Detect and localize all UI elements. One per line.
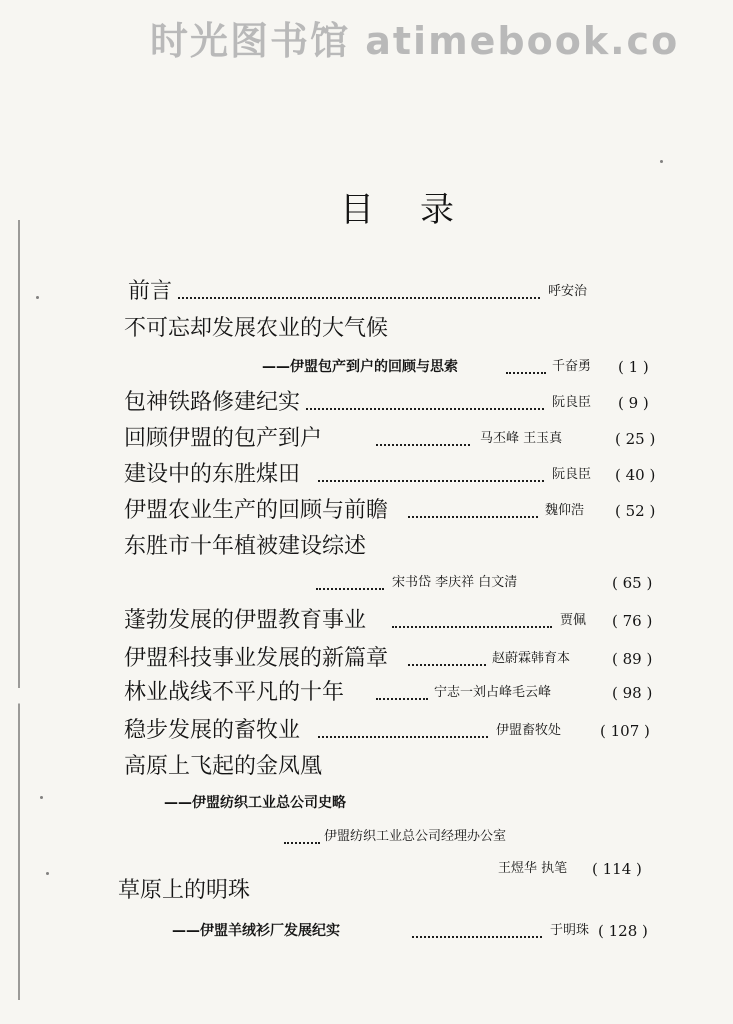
entry-author: 王煜华 执笔 [498, 861, 568, 876]
entry-page: ( 52 ) [615, 502, 656, 520]
toc-entry [0, 386, 733, 420]
leader-dots [318, 736, 488, 738]
entry-title: 回顾伊盟的包产到户 [124, 426, 323, 451]
entry-author: 赵蔚霖韩育本 [492, 651, 571, 666]
entry-author: 于明珠 [550, 923, 590, 938]
entry-author: 阮良臣 [552, 467, 592, 482]
toc-entry [0, 494, 733, 528]
scan-speck [660, 160, 663, 163]
entry-author: 千奋勇 [552, 359, 592, 374]
entry-title: 建设中的东胜煤田 [124, 462, 301, 487]
entry-author: 阮良臣 [552, 395, 592, 410]
entry-title: 不可忘却发展农业的大气候 [124, 316, 389, 341]
leader-dots [178, 297, 540, 299]
entry-page: ( 25 ) [615, 430, 656, 448]
entry-title: 东胜市十年植被建设综述 [124, 534, 367, 559]
leader-dots [376, 698, 428, 700]
toc-entry [0, 350, 733, 384]
toc-entry [0, 312, 733, 346]
entry-title: 伊盟科技事业发展的新篇章 [124, 646, 389, 671]
entry-author: 伊盟纺织工业总公司经理办公室 [324, 829, 507, 844]
entry-author: 马丕峰 王玉真 [480, 431, 563, 446]
entry-page: ( 1 ) [618, 358, 649, 376]
toc-entry [0, 750, 733, 784]
leader-dots [318, 480, 544, 482]
entry-page: ( 40 ) [615, 466, 656, 484]
entry-subtitle: ——伊盟羊绒衫厂发展纪实 [172, 923, 340, 939]
entry-subtitle: ——伊盟纺织工业总公司史略 [164, 795, 346, 811]
entry-author: 宋书岱 李庆祥 白文清 [392, 575, 518, 590]
toc-entry [0, 874, 733, 908]
watermark-text: 时光图书馆 atimebook.co [150, 19, 680, 63]
page-title: 目录 [340, 190, 500, 230]
entry-page: ( 98 ) [612, 684, 653, 702]
toc-entry [0, 714, 733, 748]
entry-page: ( 65 ) [612, 574, 653, 592]
scan-speck [40, 796, 43, 799]
entry-page: ( 107 ) [600, 722, 650, 740]
entry-author: 贾佩 [560, 613, 587, 628]
leader-dots [506, 372, 546, 374]
leader-dots [408, 516, 538, 518]
entry-page: ( 76 ) [612, 612, 653, 630]
entry-title: 草原上的明珠 [118, 878, 251, 903]
entry-subtitle: ——伊盟包产到户的回顾与思索 [262, 359, 458, 375]
toc-entry [0, 642, 733, 676]
entry-title: 蓬勃发展的伊盟教育事业 [124, 608, 367, 633]
entry-title: 前言 [128, 279, 173, 304]
leader-dots [408, 664, 486, 666]
entry-author: 呼安治 [548, 284, 588, 299]
toc-entry [0, 820, 733, 854]
toc-entry [0, 566, 733, 600]
entry-author: 伊盟畜牧处 [496, 723, 562, 738]
leader-dots [412, 936, 542, 938]
scan-speck [36, 296, 39, 299]
toc-entry [0, 422, 733, 456]
leader-dots [376, 444, 470, 446]
entry-author: 魏仰浩 [545, 503, 585, 518]
toc-entry [0, 275, 733, 309]
toc-entry [0, 530, 733, 564]
entry-title: 包神铁路修建纪实 [124, 390, 301, 415]
entry-page: ( 9 ) [618, 394, 649, 412]
leader-dots [284, 842, 320, 844]
entry-title: 高原上飞起的金凤凰 [124, 754, 323, 779]
leader-dots [306, 408, 544, 410]
leader-dots [392, 626, 552, 628]
leader-dots [316, 588, 384, 590]
entry-page: ( 89 ) [612, 650, 653, 668]
entry-page: ( 128 ) [598, 922, 648, 940]
toc-entry [0, 604, 733, 638]
scan-speck [46, 872, 49, 875]
entry-title: 伊盟农业生产的回顾与前瞻 [124, 498, 389, 523]
toc-entry [0, 914, 733, 948]
entry-title: 稳步发展的畜牧业 [124, 718, 301, 743]
toc-entry [0, 786, 733, 820]
toc-entry [0, 676, 733, 710]
entry-author: 宁志一刘占峰毛云峰 [434, 685, 552, 700]
toc-entry [0, 458, 733, 492]
entry-page: ( 114 ) [592, 860, 642, 878]
entry-title: 林业战线不平凡的十年 [124, 680, 345, 705]
